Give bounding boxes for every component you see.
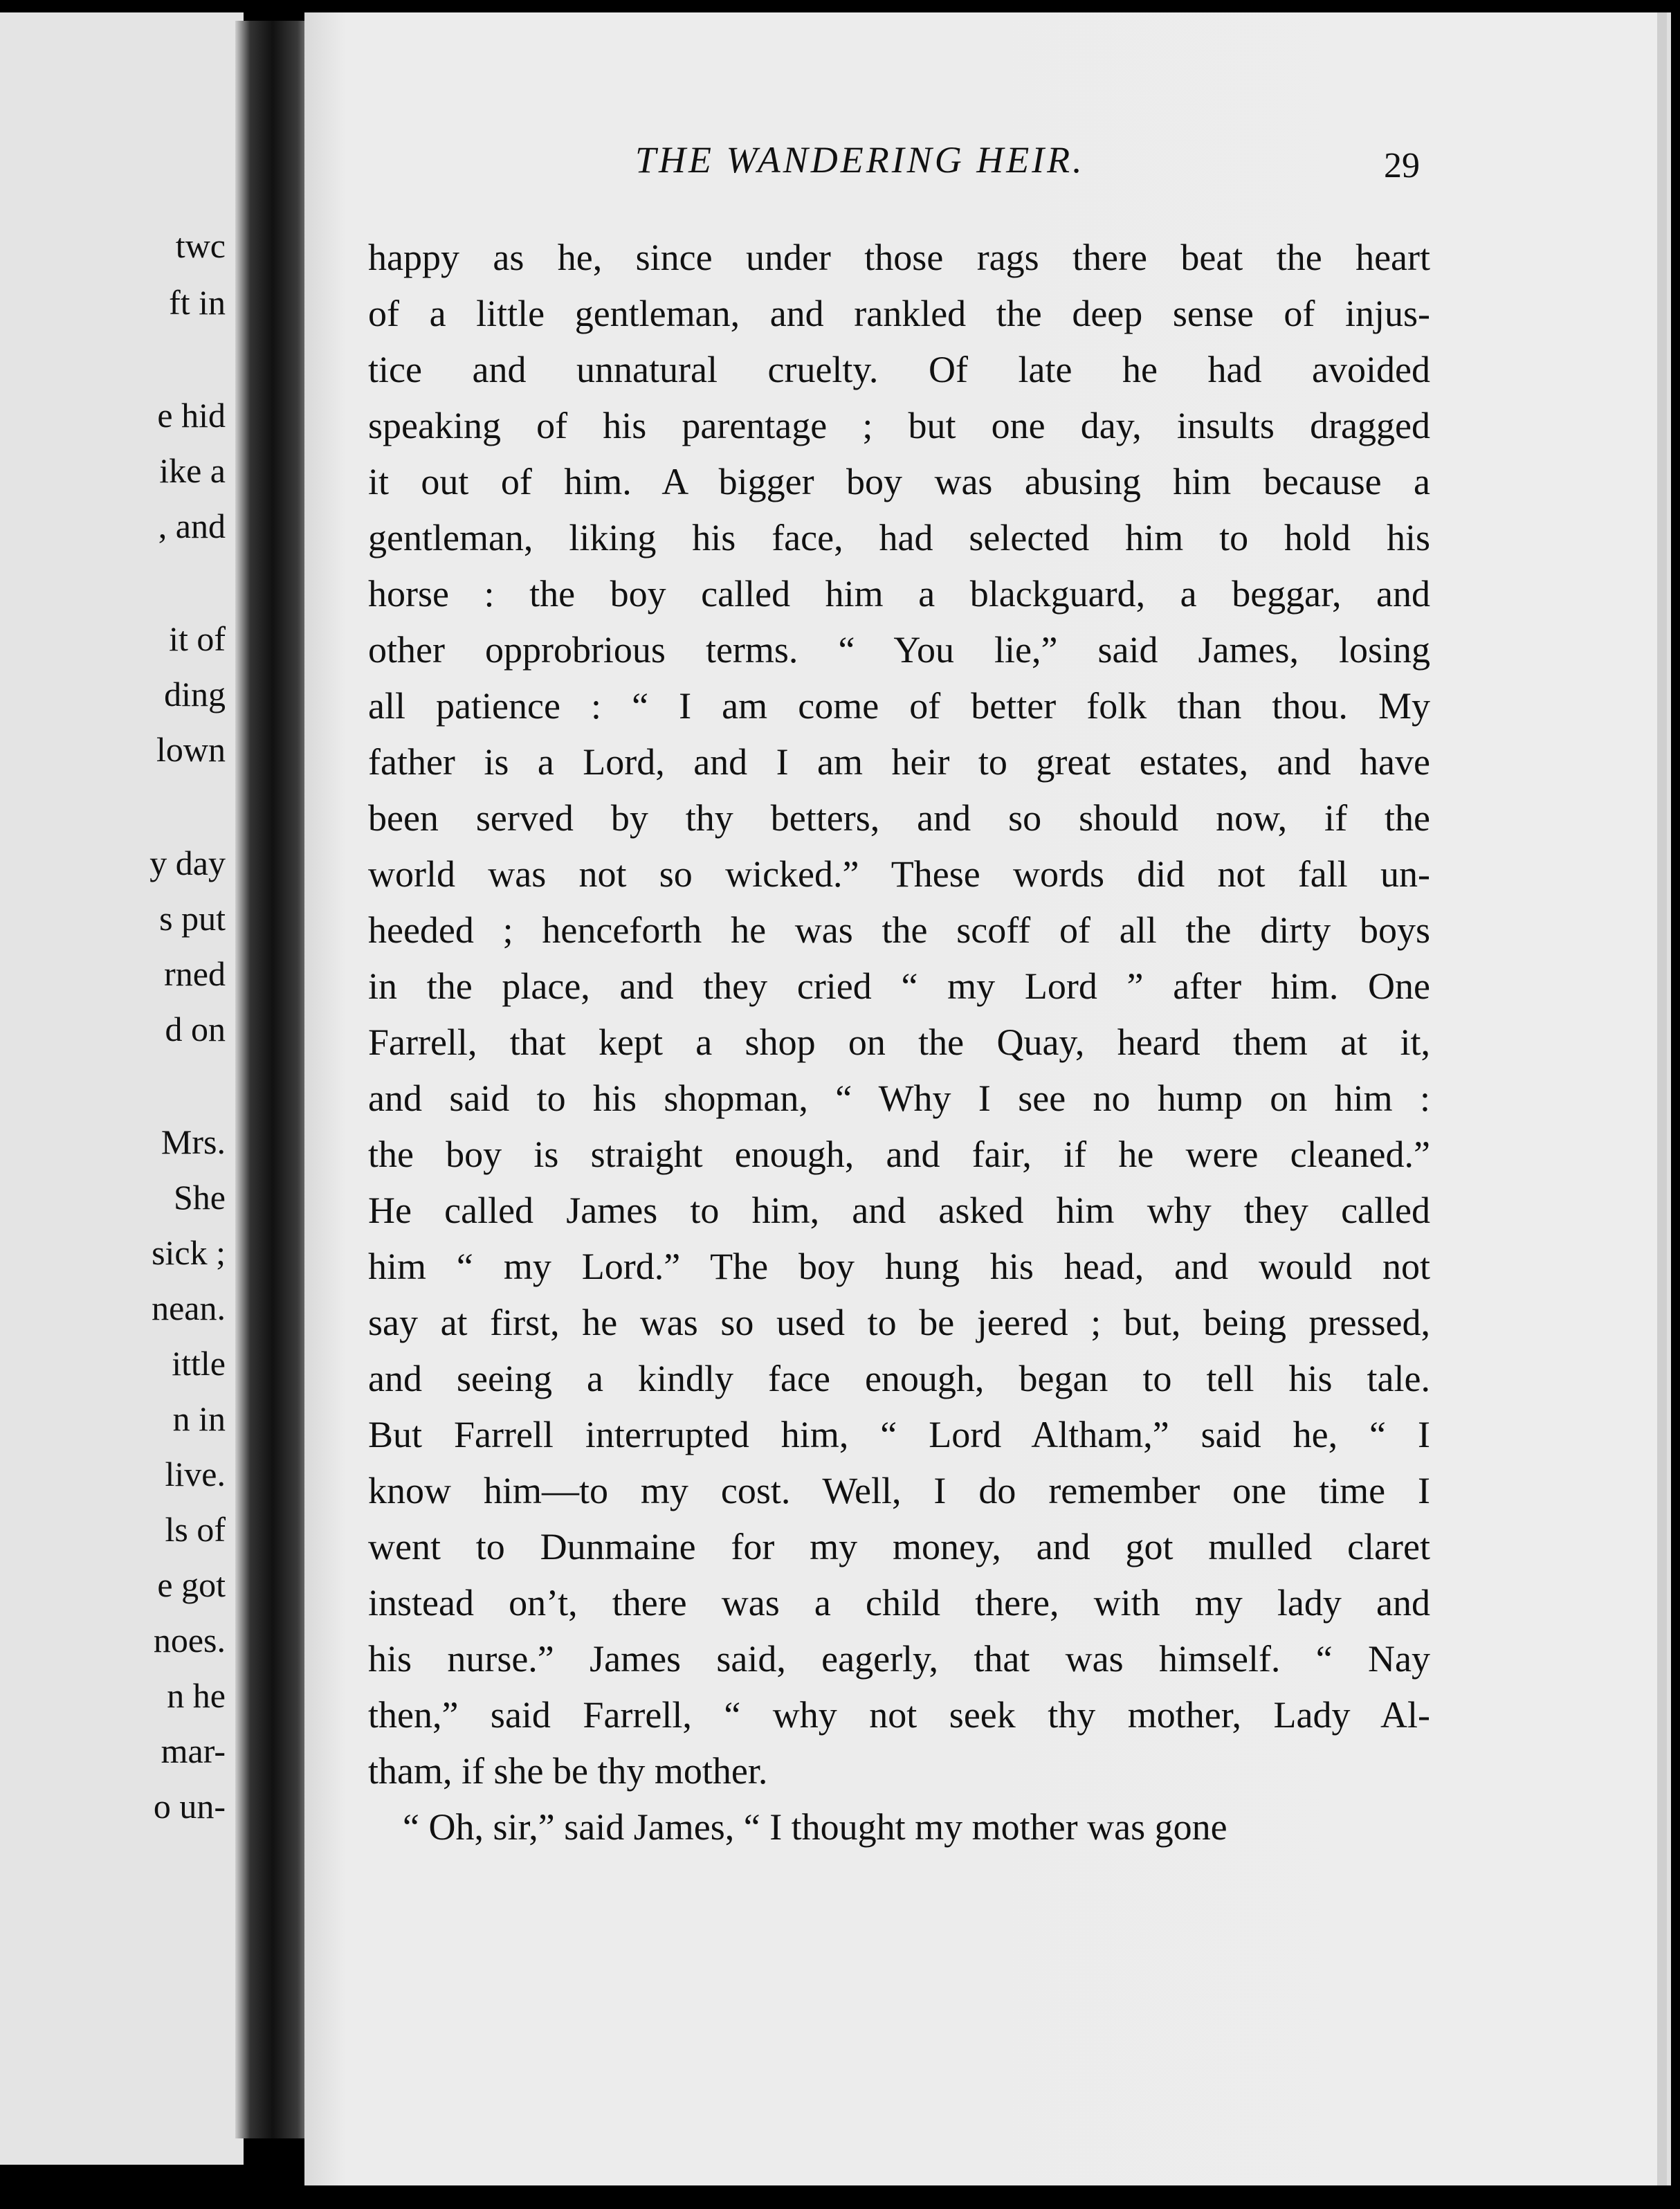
text-line: world was not so wicked.” These words did not fall un- xyxy=(368,853,1430,895)
text-line: his nurse.” James said, eagerly, that was himself. “ Nay xyxy=(368,1638,1430,1680)
text-line: “ Oh, sir,” said James, “ I thought my mother was gone xyxy=(403,1806,1227,1848)
left-page-line: e hid xyxy=(157,396,226,435)
text-line: then,” said Farrell, “ why not seek thy mother, Lady Al- xyxy=(368,1694,1430,1736)
left-page-line: sick ; xyxy=(152,1233,226,1272)
body-text xyxy=(368,230,1430,1855)
text-line: tham, if she be thy mother. xyxy=(368,1750,768,1792)
text-line: other opprobrious terms. “ You lie,” said James, losing xyxy=(368,629,1430,671)
text-line: tice and unnatural cruelty. Of late he had avoided xyxy=(368,349,1430,390)
text-line: of a little gentleman, and rankled the deep sense of injus- xyxy=(368,293,1430,334)
left-page-line: y day xyxy=(149,844,226,882)
text-line: happy as he, since under those rags there beat the heart xyxy=(368,237,1430,278)
text-line: horse : the boy called him a blackguard, a beggar, and xyxy=(368,573,1430,615)
left-page-line: ike a xyxy=(159,451,226,490)
left-page-line: d on xyxy=(165,1010,226,1048)
text-line: him “ my Lord.” The boy hung his head, and would not xyxy=(368,1246,1430,1287)
text-line: been served by thy betters, and so should now, if the xyxy=(368,797,1430,839)
left-page-line: nean. xyxy=(152,1289,226,1327)
text-line: it out of him. A bigger boy was abusing him because a xyxy=(368,461,1430,502)
left-page-line: ding xyxy=(164,675,226,713)
left-page-line: live. xyxy=(165,1455,226,1493)
text-line: But Farrell interrupted him, “ Lord Altham,” said he, “ I xyxy=(368,1414,1430,1455)
page-number: 29 xyxy=(1384,146,1420,185)
left-page-line: n in xyxy=(172,1399,226,1438)
left-page-line: lown xyxy=(156,730,226,769)
text-line: know him—to my cost. Well, I do remember one time I xyxy=(368,1470,1430,1511)
left-page-line: o un- xyxy=(153,1787,226,1826)
left-page-line: s put xyxy=(159,899,226,938)
left-page-line: n he xyxy=(167,1676,226,1715)
text-line: heeded ; henceforth he was the scoff of all the dirty boys xyxy=(368,909,1430,951)
left-page-line: mar- xyxy=(161,1731,226,1770)
text-line: instead on’t, there was a child there, with my lady and xyxy=(368,1582,1430,1624)
text-line: speaking of his parentage ; but one day, insults dragged xyxy=(368,405,1430,446)
left-page-line: noes. xyxy=(153,1621,226,1660)
text-line: and said to his shopman, “ Why I see no hump on him : xyxy=(368,1078,1430,1119)
left-page-line: e got xyxy=(157,1565,226,1604)
text-line: He called James to him, and asked him why they called xyxy=(368,1190,1430,1231)
text-line: say at first, he was so used to be jeered ; but, being pressed, xyxy=(368,1302,1430,1343)
text-line: in the place, and they cried “ my Lord ” after him. One xyxy=(368,965,1430,1007)
running-head: THE WANDERING HEIR. xyxy=(635,139,1085,181)
left-page-line: it of xyxy=(169,619,226,658)
left-page-line: ittle xyxy=(172,1344,226,1383)
text-line: and seeing a kindly face enough, began to tell his tale. xyxy=(368,1358,1430,1399)
left-page-line: ft in xyxy=(169,283,226,322)
left-page-line: rned xyxy=(164,954,226,993)
left-page xyxy=(0,12,244,2165)
left-page-line: ls of xyxy=(165,1510,226,1549)
left-page-line: Mrs. xyxy=(161,1122,226,1161)
text-line: gentleman, liking his face, had selected him to hold his xyxy=(368,517,1430,558)
left-page-line: , and xyxy=(158,507,226,545)
left-page-line: She xyxy=(174,1178,226,1217)
text-line: father is a Lord, and I am heir to great estates, and have xyxy=(368,741,1430,783)
text-line: all patience : “ I am come of better folk than thou. My xyxy=(368,685,1430,727)
text-line: the boy is straight enough, and fair, if he were cleaned.” xyxy=(368,1134,1430,1175)
text-line: went to Dunmaine for my money, and got mulled claret xyxy=(368,1526,1430,1567)
left-page-line: twc xyxy=(175,226,226,265)
text-line: Farrell, that kept a shop on the Quay, heard them at it, xyxy=(368,1021,1430,1063)
